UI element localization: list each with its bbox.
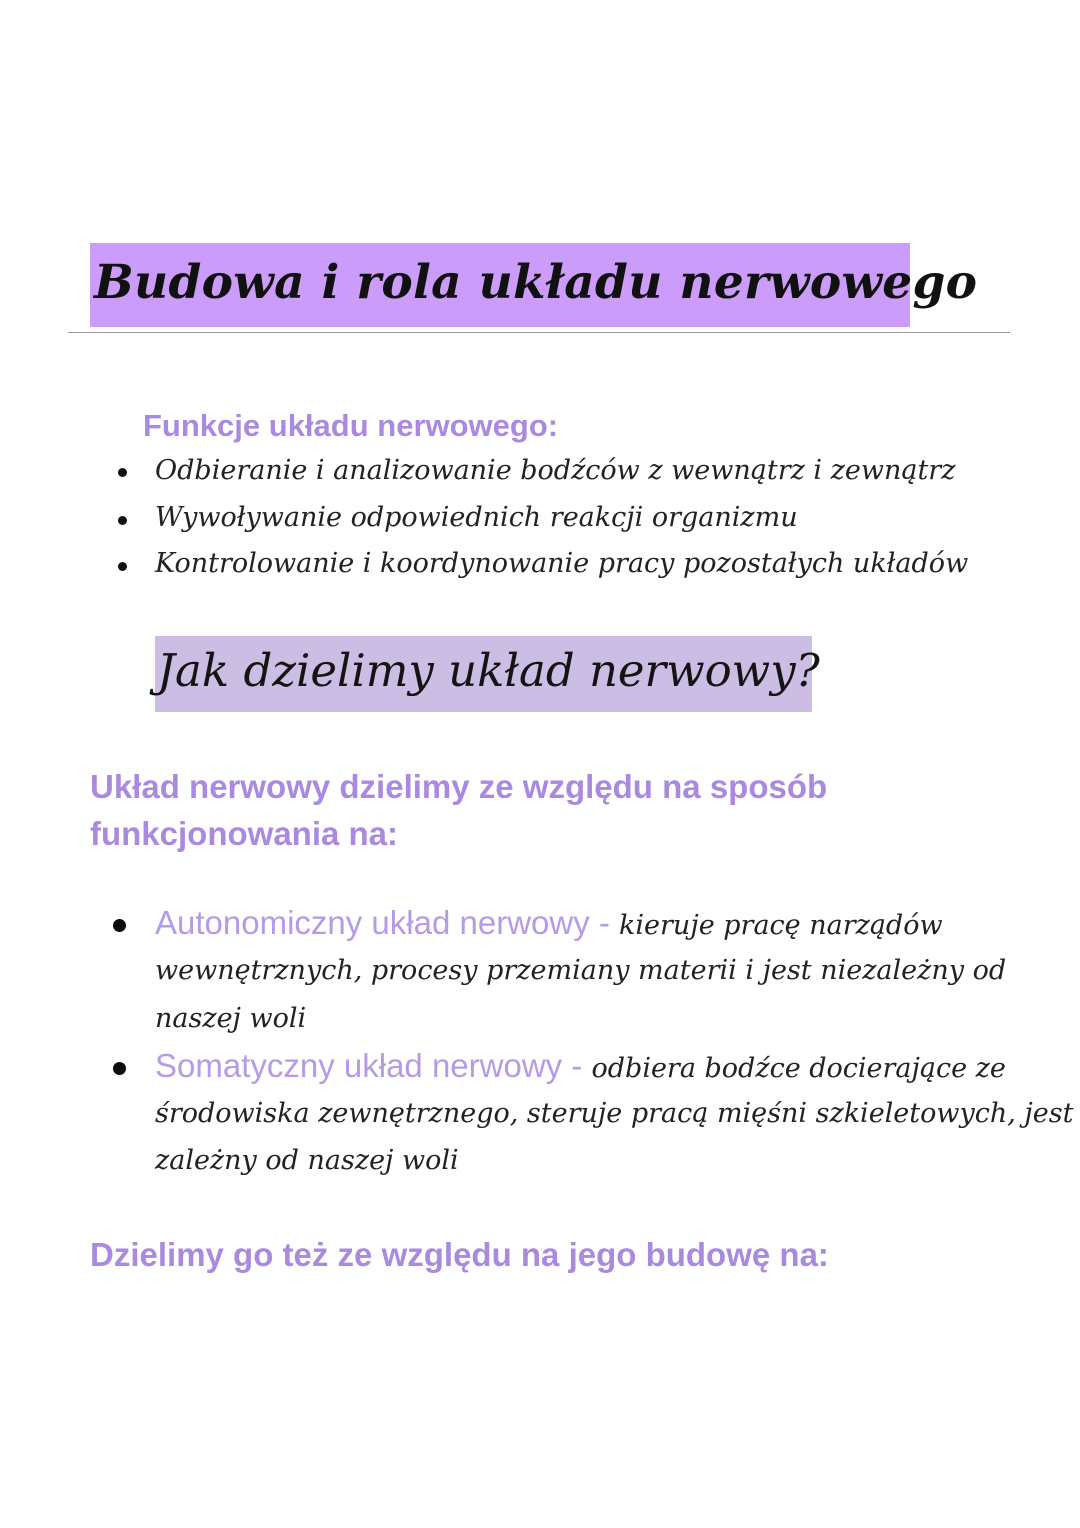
functions-heading: Funkcje układu nerwowego:: [143, 408, 559, 443]
type-description: kieruje pracę narządów: [619, 910, 943, 941]
bullet-icon: [118, 562, 127, 571]
bullet-icon: [113, 1062, 126, 1075]
section-highlight: [155, 636, 820, 712]
bullet-icon: [113, 919, 126, 932]
bullet-icon: [118, 516, 127, 525]
list-item: Odbieranie i analizowanie bodźców z wewnątrz i zewnątrz: [155, 455, 956, 486]
list-item: [155, 1047, 1006, 1085]
structure-heading: Dzielimy go też ze względu na jego budowę na:: [90, 1236, 829, 1273]
page-title: Budowa i rola układu nerwowego: [94, 255, 978, 310]
division-heading-line2: funkcjonowania na:: [90, 815, 399, 852]
type-description: odbiera bodźce docierające ze: [591, 1053, 1006, 1084]
type-name: Somatyczny układ nerwowy: [155, 1047, 563, 1084]
title-divider: [68, 332, 1010, 333]
list-item: Wywoływanie odpowiednich reakcji organizmu: [155, 502, 798, 533]
list-item: Kontrolowanie i koordynowanie pracy pozostałych układów: [155, 548, 969, 579]
title-highlight: [90, 243, 978, 327]
type-description-line: zależny od naszej woli: [155, 1145, 459, 1176]
type-description-line: wewnętrznych, procesy przemiany materii i jest niezależny od: [155, 955, 1007, 986]
section-title: Jak dzielimy układ nerwowy?: [157, 644, 820, 697]
type-separator: -: [562, 1047, 592, 1084]
division-heading: [90, 763, 890, 857]
list-item: [155, 904, 943, 942]
type-description-line: naszej woli: [155, 1003, 307, 1034]
type-name: Autonomiczny układ nerwowy: [155, 904, 590, 941]
division-heading-line1: Układ nerwowy dzielimy ze względu na sposób: [90, 768, 828, 805]
type-separator: -: [589, 904, 620, 941]
type-description-line: środowiska zewnętrznego, steruje pracą mięśni szkieletowych, jest: [155, 1098, 1074, 1129]
bullet-icon: [118, 468, 127, 477]
